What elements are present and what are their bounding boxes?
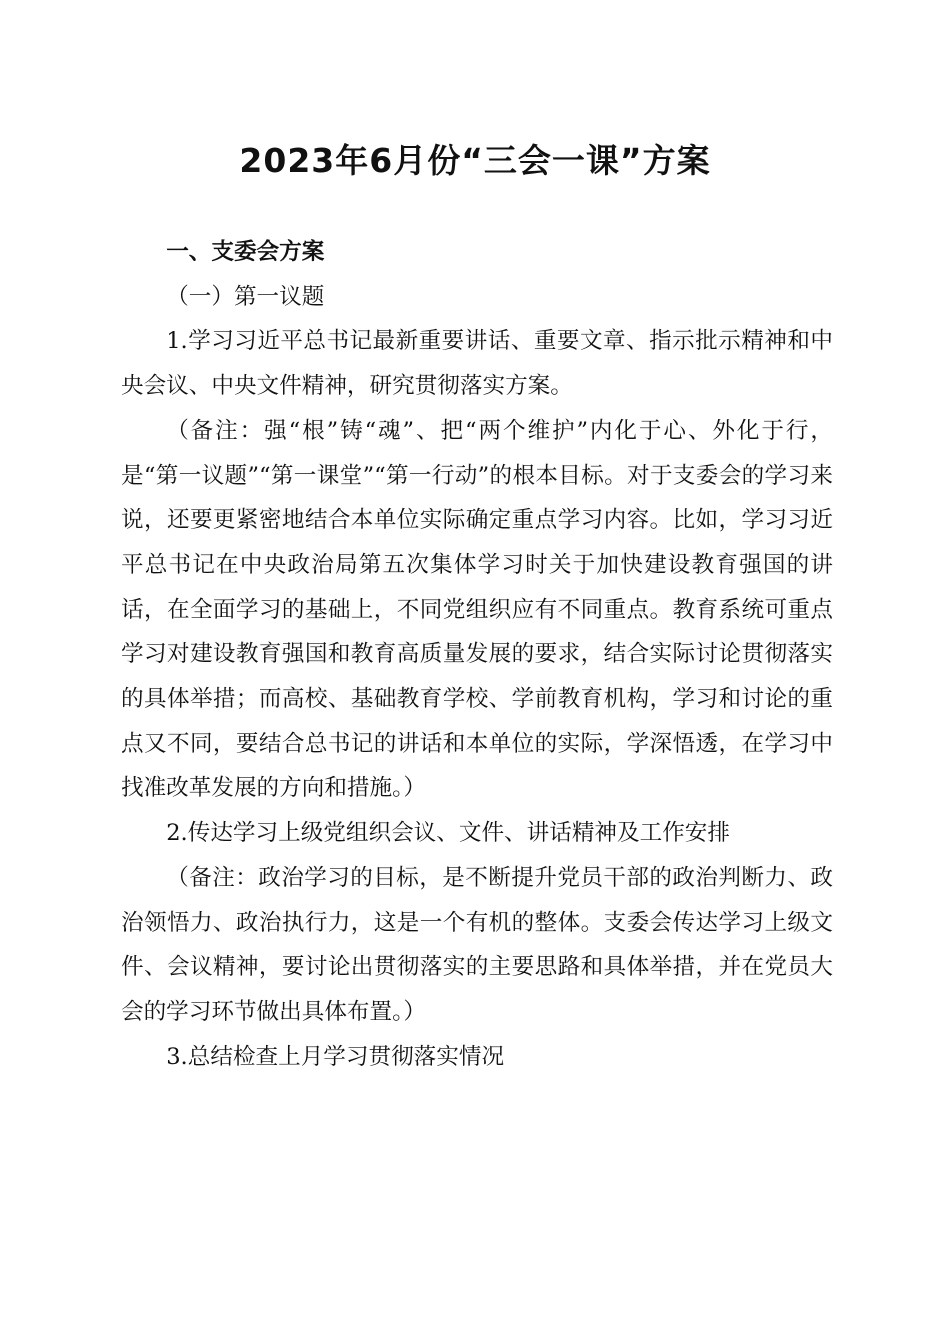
subsection-heading: （一）第一议题 [166,283,325,310]
note-1-paragraph: （备注：强“根”铸“魂”、把“两个维护”内化于心、外化于行，是“第一议题”“第一课堂”“第一行动”的根本目标。对于支委会的学习来说，还要更紧密地结合本单位实际确定重点学习内容。比如，学习习近平总书记在中央政治局第五次集体学习时关于加快建设教育强国的讲话，在全面学习的基础上，不同党组织应有不同重点。教育系统可重点学习对建设教育强国和教育高质量发展的要求，结合实际讨论贯彻落实的具体举措；而高校、基础教育学校、学前教育机构，学习和讨论的重点又不同，要结合总书记的讲话和本单位的实际，学深悟透，在学习中找准改革发展的方向和措施。） [121,417,833,802]
section-heading: 一、支委会方案 [166,239,325,265]
item-2-paragraph: 2.传达学习上级党组织会议、文件、讲话精神及工作安排 [166,820,730,847]
note-2-paragraph: （备注：政治学习的目标，是不断提升党员干部的政治判断力、政治领悟力、政治执行力，这是一个有机的整体。支委会传达学习上级文件、会议精神，要讨论出贯彻落实的主要思路和具体举措，并在党员大会的学习环节做出具体布置。） [121,864,833,1025]
document-title: 2023年6月份“三会一课”方案 [239,141,711,180]
document-body [121,230,833,1079]
item-1-paragraph: 1.学习习近平总书记最新重要讲话、重要文章、指示批示精神和中央会议、中央文件精神，研究贯彻落实方案。 [121,328,833,400]
item-3-paragraph: 3.总结检查上月学习贯彻落实情况 [166,1043,505,1070]
